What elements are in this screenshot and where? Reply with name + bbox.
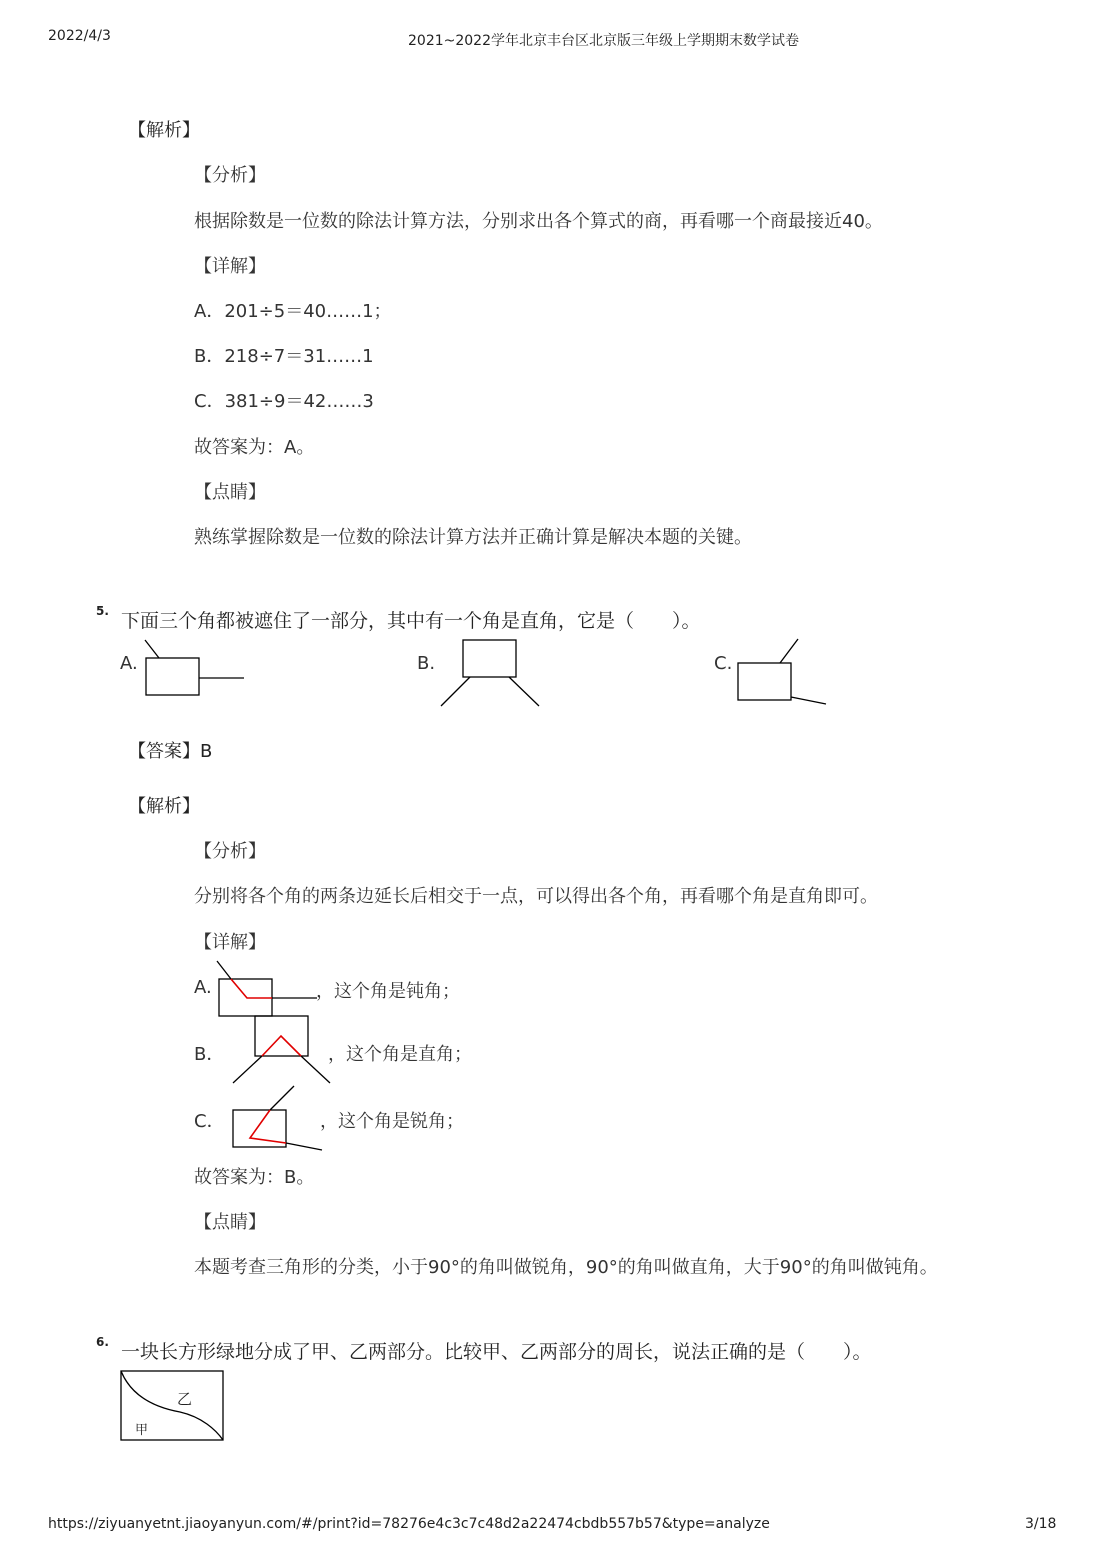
q5-detail-c-figure [228, 1082, 326, 1154]
q4-dianjing-heading: 【点睛】 [194, 482, 266, 503]
q5-detail-b-label: B． [194, 1044, 225, 1065]
q6-label-yi: 乙 [177, 1390, 193, 1408]
footer-url[interactable]: https://ziyuanyetnt.jiaoyanyun.com/#/print?id=78276e4c3c7c48d2a22474cbdb557b57&type=analyze [48, 1516, 770, 1532]
q5-fenxi-text: 分别将各个角的两条边延长后相交于一点，可以得出各个角，再看哪个角是直角即可。 [194, 886, 878, 907]
q4-dianjing-text: 熟练掌握除数是一位数的除法计算方法并正确计算是解决本题的关键。 [194, 527, 752, 548]
q5-detail-a-figure [214, 958, 324, 1020]
q4-fenxi-text: 根据除数是一位数的除法计算方法，分别求出各个算式的商，再看哪一个商最接近40。 [194, 211, 883, 232]
q4-xiangjie-heading: 【详解】 [194, 256, 266, 277]
q4-line-b: B．218÷7＝31……1 [194, 346, 374, 367]
q4-line-a: A．201÷5＝40……1； [194, 301, 392, 322]
q5-option-a-figure [140, 636, 250, 700]
q4-jiexi-heading: 【解析】 [128, 120, 200, 141]
q5-detail-a-label: A. [194, 977, 212, 998]
q5-option-b-label: B. [417, 653, 436, 674]
q5-option-c-figure [734, 636, 830, 710]
q5-dianjing-heading: 【点睛】 [194, 1212, 266, 1233]
q5-detail-c-text: ，这个角是锐角； [320, 1111, 464, 1132]
q5-detail-b-text: ，这个角是直角； [328, 1044, 472, 1065]
q5-option-a-label: A. [120, 653, 138, 674]
q4-conclusion: 故答案为：A。 [194, 437, 315, 458]
q5-number: 5. [96, 604, 109, 618]
header-title: 2021~2022学年北京丰台区北京版三年级上学期期末数学试卷 [408, 33, 799, 49]
q5-conclusion: 故答案为：B。 [194, 1167, 315, 1188]
q5-answer: 【答案】B [128, 741, 213, 762]
q5-detail-b-figure [230, 1012, 334, 1086]
q5-jiexi-heading: 【解析】 [128, 796, 200, 817]
q4-fenxi-heading: 【分析】 [194, 165, 266, 186]
q4-line-c: C．381÷9＝42……3 [194, 391, 374, 412]
q5-detail-a-text: ，这个角是钝角； [316, 981, 460, 1002]
q5-option-c-label: C. [714, 653, 733, 674]
q6-number: 6. [96, 1335, 109, 1349]
header-date: 2022/4/3 [48, 28, 111, 44]
footer-page-number: 3/18 [1025, 1516, 1057, 1532]
q5-dianjing-text: 本题考查三角形的分类，小于90°的角叫做锐角，90°的角叫做直角，大于90°的角叫做钝角。 [194, 1257, 938, 1278]
q5-option-b-figure [438, 636, 544, 710]
q6-label-jia: 甲 [135, 1423, 149, 1438]
q5-question: 下面三个角都被遮住了一部分，其中有一个角是直角，它是（ ）。 [121, 610, 701, 632]
q5-xiangjie-heading: 【详解】 [194, 932, 266, 953]
q5-fenxi-heading: 【分析】 [194, 841, 266, 862]
q5-detail-c-label: C． [194, 1111, 225, 1132]
q6-question: 一块长方形绿地分成了甲、乙两部分。比较甲、乙两部分的周长，说法正确的是（ ）。 [121, 1341, 872, 1363]
